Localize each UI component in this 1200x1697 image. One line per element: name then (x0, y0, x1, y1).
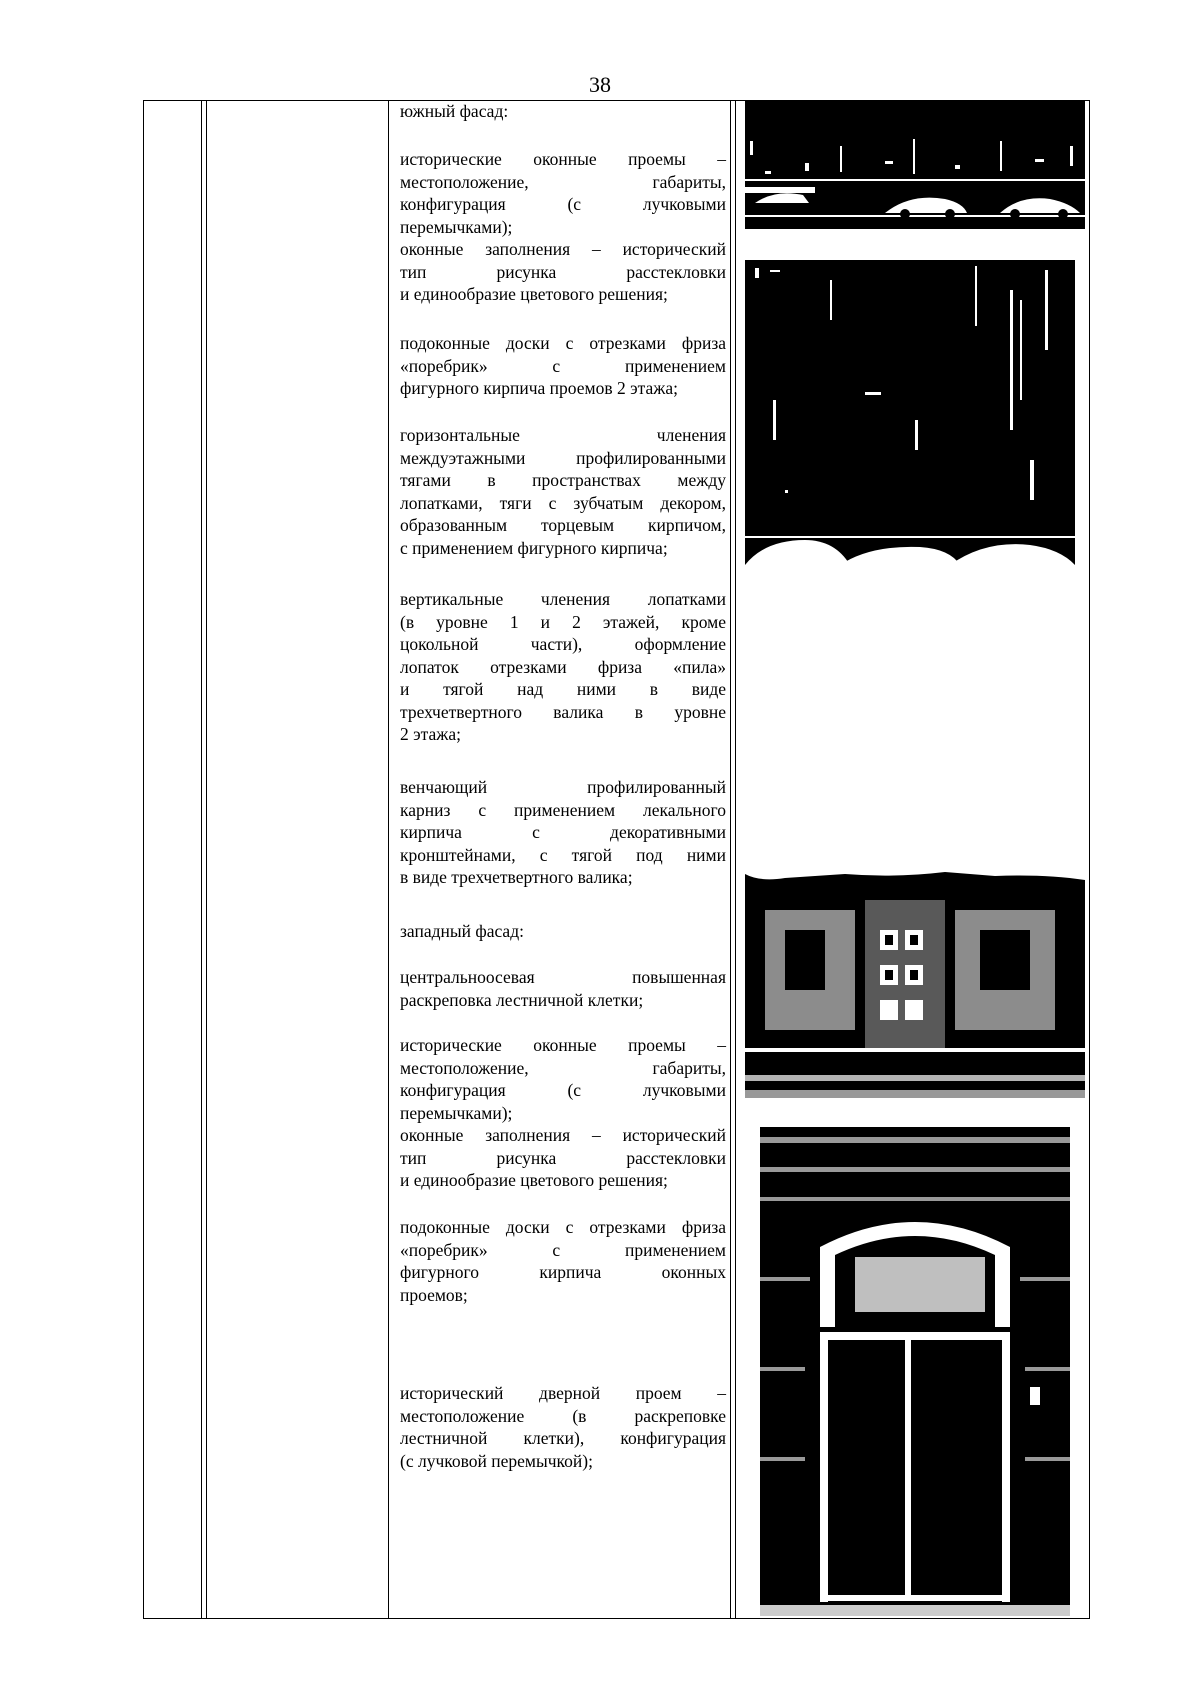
text-line: кронштейнами, с тягой под ними (400, 844, 726, 865)
text-line: междуэтажными профилированными (400, 447, 726, 468)
paragraph (400, 1382, 726, 1472)
text-line: лопаток отрезками фриза «пила» (400, 656, 726, 677)
text-line: цокольной части), оформление (400, 634, 726, 654)
text-line: вертикальные членения лопатками (400, 589, 726, 609)
paragraph (400, 238, 726, 306)
text-line: (в уровне 1 и 2 этажей, кроме (400, 611, 726, 632)
text-line: тягами в пространствах между (400, 470, 726, 490)
paragraph (400, 776, 726, 889)
text-line: в виде трехчетвертного валика; (400, 867, 633, 887)
photo-west-facade-doorway (760, 1127, 1070, 1616)
column-divider (730, 101, 731, 1618)
column-divider (388, 101, 389, 1618)
paragraph (400, 588, 726, 746)
column-divider (201, 101, 202, 1618)
text-line: раскреповка лестничной клетки; (400, 989, 644, 1010)
paragraph (400, 424, 726, 559)
photo-west-facade-stair-projection (745, 870, 1085, 1098)
text-line: проемов; (400, 1284, 468, 1305)
text-line: фигурного кирпича проемов 2 этажа; (400, 378, 678, 398)
text-line: тип рисунка расстекловки (400, 1147, 726, 1168)
text-line: местоположение (в раскреповке (400, 1405, 726, 1426)
text-line: венчающий профилированный (400, 777, 726, 797)
text-line: исторические оконные проемы – (400, 149, 726, 169)
text-line: горизонтальные членения (400, 425, 726, 445)
text-line: тип рисунка расстекловки (400, 261, 726, 282)
paragraph (400, 1034, 726, 1124)
text-line: подоконные доски с отрезками фриза (400, 333, 726, 353)
photo-south-facade-wall (745, 260, 1075, 565)
paragraph (400, 100, 726, 123)
text-line: фигурного кирпича оконных (400, 1262, 726, 1282)
text-line: 2 этажа; (400, 724, 461, 744)
text-line: западный фасад: (400, 921, 524, 941)
text-line: образованным торцевым кирпичом, (400, 515, 726, 535)
column-divider (206, 101, 207, 1618)
text-line: исторические оконные проемы – (400, 1035, 726, 1055)
text-line: центральноосевая повышенная (400, 967, 726, 987)
text-line: и единообразие цветового решения; (400, 284, 668, 304)
text-line: кирпича с декоративными (400, 822, 726, 842)
photo-south-facade-street (745, 101, 1085, 229)
text-line: лопатками, тяги с зубчатым декором, (400, 492, 726, 513)
text-line: «поребрик» с применением (400, 1239, 726, 1260)
text-line: южный фасад: (400, 101, 509, 121)
paragraph (400, 1216, 726, 1306)
text-line: трехчетвертного валика в уровне (400, 701, 726, 722)
text-line: «поребрик» с применением (400, 355, 726, 376)
text-line: оконные заполнения – исторический (400, 239, 726, 259)
paragraph (400, 148, 726, 238)
text-line: перемычками); (400, 1102, 513, 1123)
text-line: и единообразие цветового решения; (400, 1170, 668, 1190)
text-line: исторический дверной проем – (400, 1383, 726, 1403)
paragraph (400, 966, 726, 1011)
text-line: лестничной клетки), конфигурация (400, 1428, 726, 1448)
text-line: (с лучковой перемычкой); (400, 1450, 593, 1471)
page-number: 38 (589, 72, 611, 97)
text-line: конфигурация (с лучковыми (400, 194, 726, 214)
paragraph (400, 332, 726, 400)
text-line: и тягой над ними в виде (400, 679, 726, 699)
text-line: подоконные доски с отрезками фриза (400, 1217, 726, 1237)
text-line: перемычками); (400, 216, 513, 237)
text-line: местоположение, габариты, (400, 171, 726, 192)
paragraph (400, 1124, 726, 1192)
text-line: местоположение, габариты, (400, 1057, 726, 1078)
text-line: карниз с применением лекального (400, 799, 726, 820)
text-line: с применением фигурного кирпича; (400, 537, 668, 558)
paragraph (400, 920, 726, 943)
column-divider (735, 101, 736, 1618)
text-line: оконные заполнения – исторический (400, 1125, 726, 1145)
text-line: конфигурация (с лучковыми (400, 1080, 726, 1100)
